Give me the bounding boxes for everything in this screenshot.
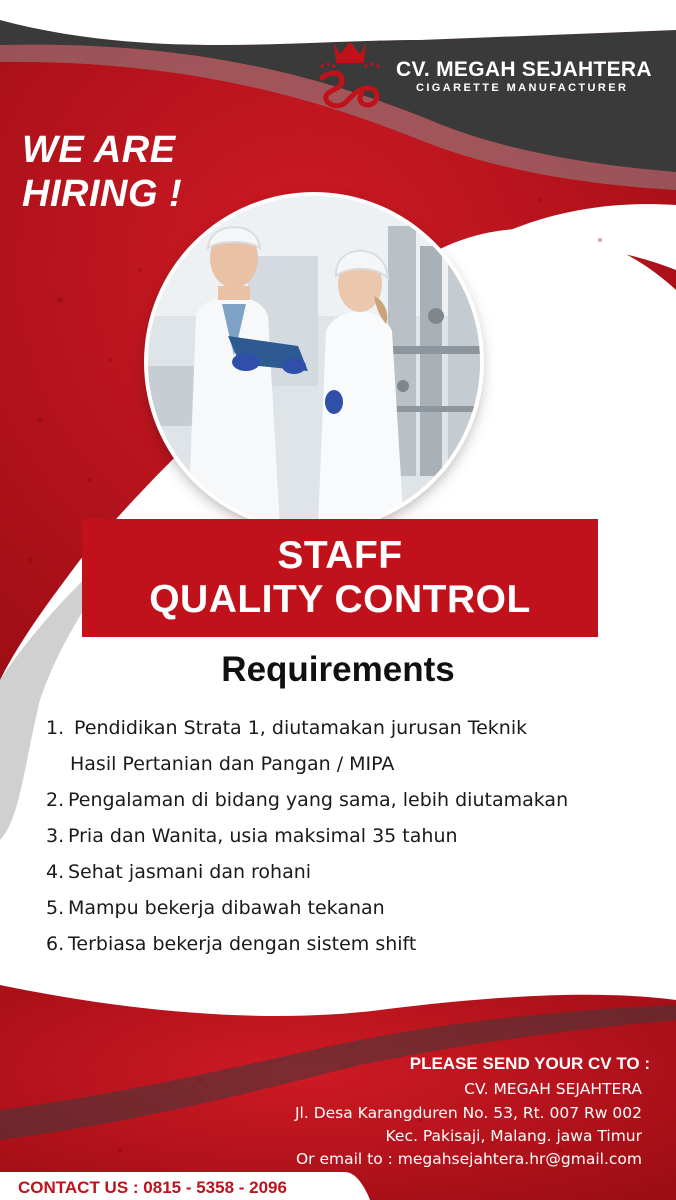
requirement-text: Pendidikan Strata 1, diutamakan jurusan Teknik — [68, 717, 528, 739]
hiring-heading — [22, 128, 182, 216]
position-title-box — [82, 519, 598, 637]
crown-logo-icon — [312, 38, 388, 114]
requirements-heading: Requirements — [221, 650, 455, 689]
requirement-number: 4. — [46, 861, 65, 883]
requirement-text: Pengalaman di bidang yang sama, lebih diutamakan — [68, 789, 569, 811]
contact-phone[interactable]: CONTACT US : 0815 - 5358 - 2096 — [18, 1178, 287, 1197]
requirement-number: 3. — [46, 825, 65, 847]
apply-address-line-2: Kec. Pakisaji, Malang. jawa Timur — [385, 1127, 642, 1145]
hiring-line-2: HIRING ! — [22, 173, 183, 215]
apply-email-line[interactable]: Or email to : megahsejahtera.hr@gmail.com — [295, 1150, 642, 1168]
requirement-item — [46, 782, 666, 818]
apply-heading: PLEASE SEND YOUR CV TO : — [409, 1054, 650, 1073]
requirement-text: Sehat jasmani dan rohani — [68, 861, 312, 883]
position-title-line-2: QUALITY CONTROL — [149, 578, 531, 621]
requirement-text: Mampu bekerja dibawah tekanan — [68, 897, 385, 919]
company-tagline: CIGARETTE MANUFACTURER — [416, 82, 629, 94]
lab-photo — [148, 196, 480, 528]
apply-company: CV. MEGAH SEJAHTERA — [464, 1080, 642, 1098]
requirements-list — [46, 710, 666, 962]
apply-address-line-1: Jl. Desa Karangduren No. 53, Rt. 007 Rw 002 — [294, 1104, 642, 1122]
company-name: CV. MEGAH SEJAHTERA — [396, 58, 652, 81]
requirement-text: Pria dan Wanita, usia maksimal 35 tahun — [68, 825, 458, 847]
requirement-text: Terbiasa bekerja dengan sistem shift — [68, 933, 417, 955]
requirement-item — [46, 818, 666, 854]
position-title-line-1: STAFF — [277, 534, 403, 577]
requirement-item — [46, 926, 666, 962]
requirement-item — [46, 710, 666, 746]
requirement-item — [46, 890, 666, 926]
requirement-number: 5. — [46, 897, 65, 919]
requirement-item-continuation — [46, 746, 666, 782]
requirement-number: 2. — [46, 789, 65, 811]
lab-technicians-illustration — [148, 196, 480, 528]
requirement-item — [46, 854, 666, 890]
requirement-number: 6. — [46, 933, 65, 955]
hiring-line-1: WE ARE — [22, 129, 176, 171]
requirement-text: Hasil Pertanian dan Pangan / MIPA — [70, 753, 395, 775]
requirement-number: 1. — [46, 717, 65, 739]
